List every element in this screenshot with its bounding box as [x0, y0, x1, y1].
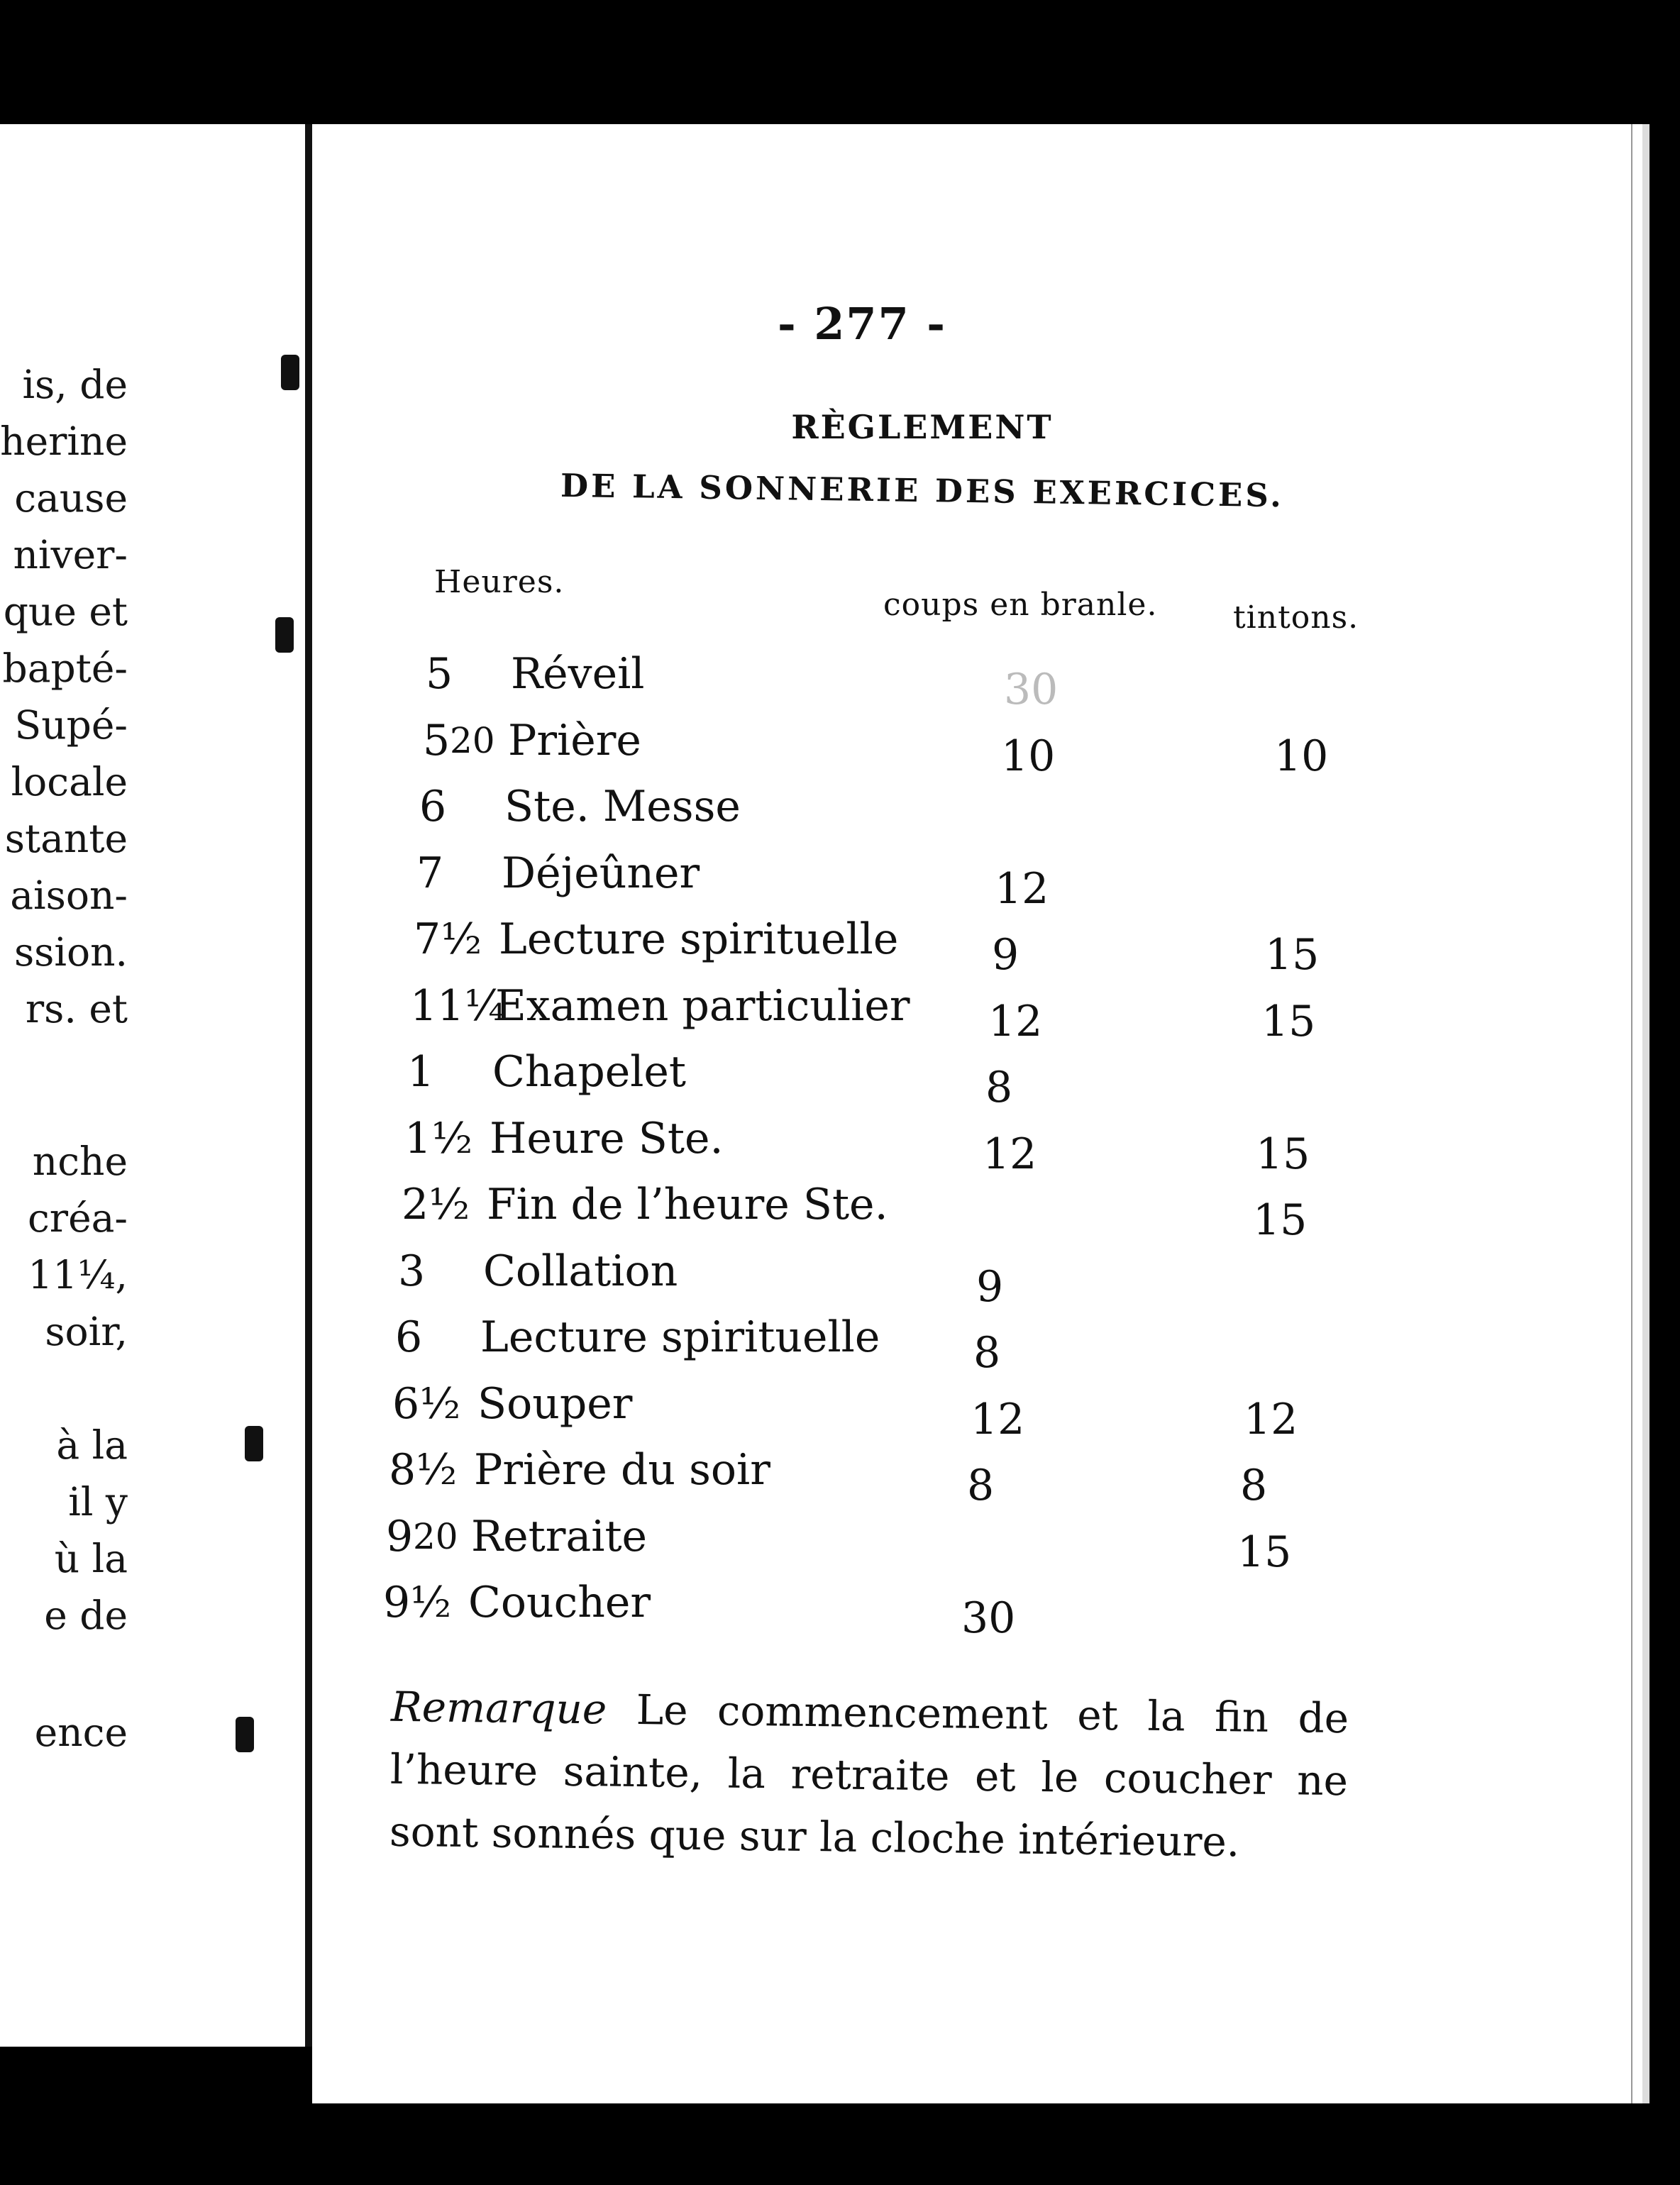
row-tintons-count: 10 [1274, 731, 1329, 781]
row-hour: 6 [419, 782, 447, 831]
left-fragment: ssion. [13, 929, 128, 975]
row-branle-count: 8 [973, 1328, 1001, 1378]
left-fragment: rs. et [25, 986, 128, 1031]
row-hour: 3 [398, 1246, 426, 1296]
row-exercise: Heure Ste. [490, 1114, 724, 1163]
row-tintons-count: 15 [1237, 1527, 1292, 1577]
left-fragment: aison- [10, 873, 128, 918]
left-fragment: e de [44, 1593, 128, 1638]
row-branle-count: 9 [992, 930, 1019, 980]
left-fragment: 11¼, [28, 1252, 128, 1298]
row-hour: 9½ [383, 1578, 452, 1627]
row-exercise: Collation [483, 1246, 678, 1296]
left-fragment: il y [68, 1479, 128, 1525]
left-fragment: nche [32, 1139, 128, 1184]
row-hour: 2½ [402, 1180, 470, 1229]
row-hour: 1 [407, 1047, 435, 1097]
row-hour: 7½ [414, 914, 482, 964]
row-exercise: Souper [477, 1379, 633, 1429]
row-hour: 1½ [404, 1114, 473, 1163]
row-exercise: Réveil [511, 649, 645, 699]
row-hour: 7 [416, 848, 444, 898]
row-tintons-count: 8 [1240, 1461, 1268, 1510]
column-header-branle: coups en branle. [883, 587, 1158, 623]
column-header-hours: Heures. [434, 564, 565, 600]
schedule-row [419, 782, 1413, 831]
binding-stitch [245, 1426, 263, 1461]
previous-page [0, 124, 314, 2047]
schedule-row [383, 1578, 1376, 1643]
row-hour-minutes: 20 [413, 1516, 458, 1557]
row-branle-count: 12 [983, 1129, 1037, 1179]
binding-stitch [236, 1717, 254, 1752]
schedule-row [395, 1312, 1388, 1378]
row-exercise: Déjeûner [502, 848, 700, 898]
row-exercise: Coucher [468, 1578, 651, 1627]
schedule-row [416, 848, 1410, 914]
column-header-tintons: tintons. [1233, 599, 1359, 636]
left-fragment: niver- [13, 532, 128, 577]
schedule-row [389, 1445, 1382, 1510]
schedule-row [404, 1114, 1398, 1179]
schedule-row [386, 1512, 1379, 1577]
row-branle-count: 12 [988, 997, 1043, 1046]
schedule-row [398, 1246, 1391, 1312]
row-branle-count: 30 [1004, 665, 1059, 714]
schedule-row [423, 716, 1416, 781]
row-branle-count: 10 [1001, 731, 1056, 781]
remark-label: Remarque [390, 1682, 607, 1734]
row-hour: 5 [426, 649, 453, 699]
remark-text: Le commencement et la fin de l’heure sainte, la retraite et le coucher ne sont sonnés que sur la cloche intérieure. [389, 1685, 1349, 1866]
row-exercise: Prière du soir [474, 1445, 770, 1495]
left-fragment: locale [11, 759, 128, 804]
left-fragment: Supé- [14, 702, 128, 748]
left-fragment: is, de [22, 362, 128, 407]
row-exercise: Fin de l’heure Ste. [487, 1180, 888, 1229]
row-branle-count: 9 [976, 1262, 1004, 1312]
left-fragment: cause [14, 475, 128, 521]
left-fragment: que et [3, 589, 128, 634]
page-title: RÈGLEMENT [791, 408, 1054, 446]
left-fragment: stante [4, 816, 128, 861]
row-tintons-count: 12 [1244, 1395, 1298, 1444]
row-branle-count: 30 [961, 1593, 1016, 1643]
row-exercise: Chapelet [492, 1047, 687, 1097]
schedule-row [402, 1180, 1395, 1245]
schedule-row [392, 1379, 1386, 1444]
left-fragment: créa- [27, 1195, 128, 1241]
row-hour: 9 [386, 1512, 414, 1561]
schedule-row [426, 649, 1419, 714]
left-fragment: herine [0, 419, 128, 464]
binding-stitch [281, 355, 299, 390]
row-tintons-count: 15 [1265, 930, 1320, 980]
row-hour: 8½ [389, 1445, 458, 1495]
row-hour: 6 [395, 1312, 423, 1362]
page-number: - 277 - [777, 298, 947, 350]
row-exercise: Ste. Messe [504, 782, 741, 831]
row-hour: 11¼ [410, 981, 506, 1031]
schedule-row [414, 914, 1407, 980]
row-tintons-count: 15 [1253, 1195, 1308, 1245]
row-exercise: Lecture spirituelle [499, 914, 899, 964]
row-exercise: Lecture spirituelle [480, 1312, 880, 1362]
row-branle-count: 8 [967, 1461, 995, 1510]
row-tintons-count: 15 [1256, 1129, 1310, 1179]
left-fragment: soir, [45, 1309, 128, 1354]
row-hour-minutes: 20 [450, 720, 495, 761]
row-tintons-count: 15 [1261, 997, 1316, 1046]
row-branle-count: 8 [985, 1063, 1013, 1112]
left-fragment: à la [56, 1422, 128, 1468]
row-branle-count: 12 [995, 864, 1049, 914]
remark-paragraph [389, 1676, 1349, 1874]
page-subtitle: DE LA SONNERIE DES EXERCICES. [560, 466, 1285, 515]
binding-stitch [275, 617, 294, 653]
left-fragment: ence [34, 1710, 128, 1755]
schedule-row [407, 1047, 1400, 1112]
left-fragment: ù la [54, 1536, 128, 1581]
row-exercise: Prière [508, 716, 641, 765]
row-exercise: Retraite [471, 1512, 648, 1561]
row-hour: 5 [423, 716, 451, 765]
row-branle-count: 12 [971, 1395, 1025, 1444]
schedule-row [410, 981, 1403, 1046]
left-fragment: bapté- [2, 646, 128, 691]
row-exercise: Examen particulier [495, 981, 910, 1031]
row-hour: 6½ [392, 1379, 461, 1429]
